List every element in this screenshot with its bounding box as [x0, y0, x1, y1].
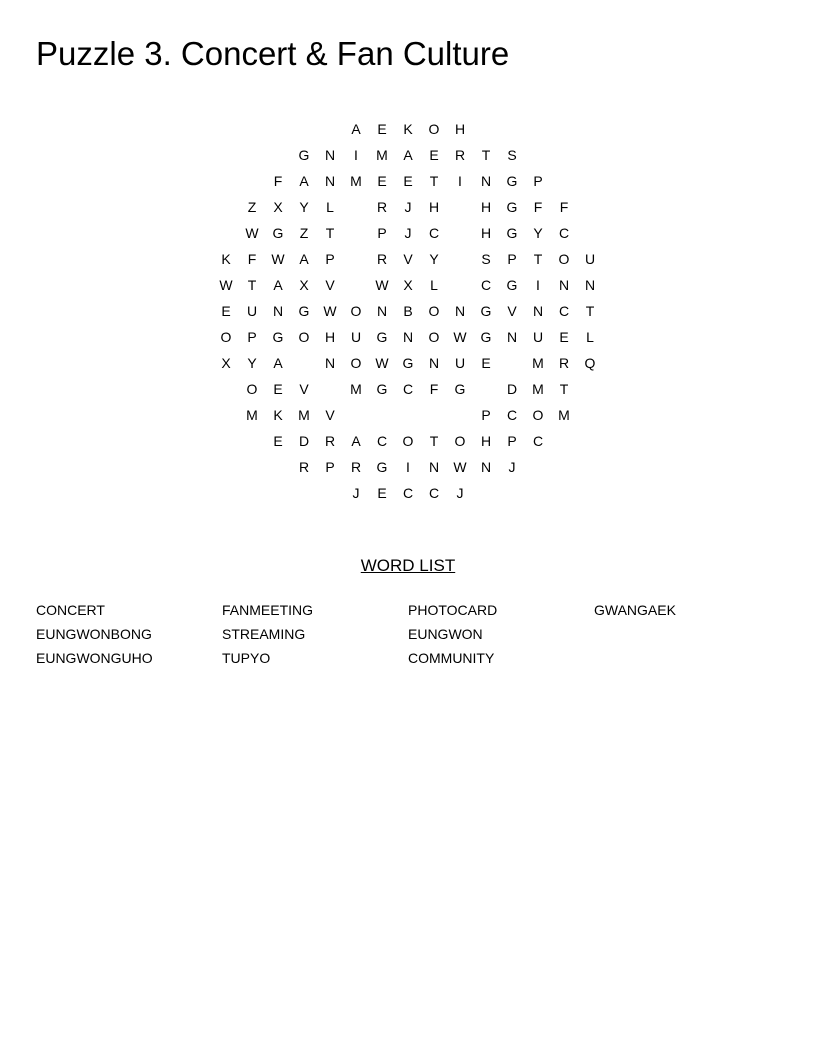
grid-letter: Y — [429, 251, 439, 267]
grid-letter: P — [377, 225, 387, 241]
grid-letter: V — [403, 251, 413, 267]
grid-letter: R — [324, 433, 336, 449]
grid-letter: M — [350, 173, 362, 189]
grid-letter: T — [429, 173, 439, 189]
grid-letter: A — [403, 147, 413, 163]
grid-letter: J — [352, 485, 360, 501]
grid-letter: M — [246, 407, 258, 423]
grid-letter: L — [586, 329, 594, 345]
grid-letter: N — [584, 277, 596, 293]
letter-grid — [213, 116, 603, 506]
grid-letter: O — [246, 381, 258, 397]
grid-letter: R — [558, 355, 570, 371]
grid-letter: V — [299, 381, 309, 397]
word-list-title: WORD LIST — [360, 556, 456, 575]
grid-letter: V — [325, 277, 335, 293]
grid-letter: E — [273, 381, 283, 397]
grid-letter: I — [354, 147, 358, 163]
grid-letter: C — [402, 485, 414, 501]
grid-letter: J — [456, 485, 464, 501]
grid-letter: N — [454, 303, 466, 319]
grid-letter: Y — [247, 355, 257, 371]
grid-letter: P — [507, 251, 517, 267]
grid-letter: X — [403, 277, 413, 293]
grid-letter: H — [480, 225, 492, 241]
word-list-item: FANMEETING — [222, 602, 314, 618]
word-list — [36, 600, 780, 680]
grid-letter: B — [403, 303, 413, 319]
grid-letter: G — [506, 173, 518, 189]
grid-letter: V — [325, 407, 335, 423]
grid-letter: E — [377, 173, 387, 189]
grid-letter: C — [402, 381, 414, 397]
grid-letter: C — [428, 485, 440, 501]
grid-letter: N — [506, 329, 518, 345]
grid-letter: W — [453, 329, 467, 345]
grid-letter: G — [298, 303, 310, 319]
grid-letter: A — [273, 355, 283, 371]
grid-letter: P — [325, 251, 335, 267]
grid-letter: P — [533, 173, 543, 189]
grid-letter: X — [221, 355, 231, 371]
grid-letter: G — [480, 329, 492, 345]
grid-letter: H — [480, 199, 492, 215]
grid-letter: O — [532, 407, 544, 423]
word-list-item: TUPYO — [222, 650, 271, 666]
grid-letter: X — [273, 199, 283, 215]
grid-letter: J — [404, 225, 412, 241]
grid-letter: Z — [299, 225, 309, 241]
grid-letter: R — [376, 199, 388, 215]
grid-letter: D — [506, 381, 518, 397]
grid-letter: M — [532, 381, 544, 397]
grid-letter: O — [428, 303, 440, 319]
grid-letter: N — [480, 459, 492, 475]
grid-letter: C — [558, 303, 570, 319]
grid-letter: G — [506, 225, 518, 241]
grid-letter: N — [428, 459, 440, 475]
grid-letter: U — [532, 329, 544, 345]
grid-letter: F — [533, 199, 543, 215]
grid-row — [213, 246, 603, 272]
grid-letter: C — [480, 277, 492, 293]
word-list-item: STREAMING — [222, 626, 306, 642]
grid-letter: G — [506, 199, 518, 215]
grid-letter: G — [506, 277, 518, 293]
grid-letter: O — [298, 329, 310, 345]
grid-letter: O — [454, 433, 466, 449]
grid-letter: M — [350, 381, 362, 397]
word-list-item: PHOTOCARD — [408, 602, 498, 618]
grid-letter: K — [221, 251, 231, 267]
grid-letter: H — [324, 329, 336, 345]
grid-letter: H — [454, 121, 466, 137]
grid-letter: O — [220, 329, 232, 345]
grid-letter: T — [585, 303, 595, 319]
grid-letter: E — [559, 329, 569, 345]
grid-letter: E — [273, 433, 283, 449]
word-list-item: EUNGWONBONG — [36, 626, 152, 642]
grid-letter: H — [428, 199, 440, 215]
grid-letter: Q — [584, 355, 596, 371]
grid-letter: N — [558, 277, 570, 293]
word-list-item: EUNGWON — [408, 626, 483, 642]
grid-letter: G — [298, 147, 310, 163]
grid-row — [213, 428, 603, 454]
grid-letter: G — [272, 329, 284, 345]
grid-letter: W — [453, 459, 467, 475]
grid-letter: G — [376, 329, 388, 345]
grid-letter: U — [454, 355, 466, 371]
grid-letter: N — [402, 329, 414, 345]
grid-letter: N — [532, 303, 544, 319]
grid-letter: E — [403, 173, 413, 189]
grid-letter: N — [324, 355, 336, 371]
grid-letter: F — [247, 251, 257, 267]
word-list-item: GWANGAEK — [594, 602, 676, 618]
grid-letter: O — [350, 355, 362, 371]
grid-letter: E — [481, 355, 491, 371]
grid-letter: Y — [299, 199, 309, 215]
grid-letter: O — [350, 303, 362, 319]
grid-letter: T — [325, 225, 335, 241]
page-title: Puzzle 3. Concert & Fan Culture — [36, 35, 510, 72]
grid-letter: X — [299, 277, 309, 293]
grid-letter: G — [480, 303, 492, 319]
word-list-item: CONCERT — [36, 602, 105, 618]
grid-letter: L — [430, 277, 438, 293]
grid-row — [213, 402, 603, 428]
grid-letter: F — [429, 381, 439, 397]
grid-letter: T — [481, 147, 491, 163]
grid-letter: C — [428, 225, 440, 241]
grid-row — [213, 324, 603, 350]
grid-letter: P — [507, 433, 517, 449]
grid-letter: P — [325, 459, 335, 475]
grid-letter: E — [429, 147, 439, 163]
grid-letter: I — [536, 277, 540, 293]
grid-row — [213, 220, 603, 246]
grid-row — [213, 480, 603, 506]
grid-letter: W — [375, 277, 389, 293]
grid-letter: R — [454, 147, 466, 163]
word-list-item: EUNGWONGUHO — [36, 650, 153, 666]
grid-letter: N — [324, 147, 336, 163]
grid-letter: I — [406, 459, 410, 475]
grid-letter: A — [299, 251, 309, 267]
grid-row — [213, 272, 603, 298]
grid-letter: U — [350, 329, 362, 345]
grid-letter: T — [559, 381, 569, 397]
grid-letter: Z — [247, 199, 257, 215]
grid-letter: H — [480, 433, 492, 449]
grid-letter: C — [558, 225, 570, 241]
grid-letter: P — [247, 329, 257, 345]
grid-letter: M — [376, 147, 388, 163]
word-list-item: COMMUNITY — [408, 650, 495, 666]
grid-row — [213, 142, 603, 168]
grid-letter: A — [299, 173, 309, 189]
grid-letter: S — [481, 251, 491, 267]
grid-letter: R — [376, 251, 388, 267]
grid-letter: W — [245, 225, 259, 241]
grid-letter: Y — [533, 225, 543, 241]
grid-letter: O — [402, 433, 414, 449]
grid-letter: N — [272, 303, 284, 319]
grid-letter: W — [375, 355, 389, 371]
grid-letter: L — [326, 199, 334, 215]
grid-letter: G — [376, 381, 388, 397]
grid-row — [213, 454, 603, 480]
grid-letter: C — [506, 407, 518, 423]
grid-letter: U — [246, 303, 258, 319]
grid-letter: T — [429, 433, 439, 449]
grid-letter: G — [376, 459, 388, 475]
grid-row — [213, 298, 603, 324]
grid-letter: T — [533, 251, 543, 267]
grid-letter: A — [351, 433, 361, 449]
grid-letter: M — [298, 407, 310, 423]
grid-letter: S — [507, 147, 517, 163]
grid-letter: N — [428, 355, 440, 371]
grid-letter: M — [558, 407, 570, 423]
grid-letter: N — [480, 173, 492, 189]
grid-row — [213, 376, 603, 402]
grid-letter: W — [219, 277, 233, 293]
grid-letter: G — [402, 355, 414, 371]
grid-letter: G — [454, 381, 466, 397]
grid-letter: V — [507, 303, 517, 319]
grid-letter: U — [584, 251, 596, 267]
grid-row — [213, 116, 603, 142]
grid-letter: R — [298, 459, 310, 475]
grid-letter: P — [481, 407, 491, 423]
grid-letter: T — [247, 277, 257, 293]
grid-letter: N — [376, 303, 388, 319]
grid-letter: E — [377, 121, 387, 137]
grid-letter: A — [273, 277, 283, 293]
grid-letter: C — [532, 433, 544, 449]
grid-letter: W — [323, 303, 337, 319]
grid-letter: F — [559, 199, 569, 215]
grid-letter: O — [428, 121, 440, 137]
grid-letter: W — [271, 251, 285, 267]
grid-letter: R — [350, 459, 362, 475]
grid-letter: O — [558, 251, 570, 267]
grid-letter: E — [221, 303, 231, 319]
grid-row — [213, 168, 603, 194]
grid-letter: K — [403, 121, 413, 137]
grid-row — [213, 194, 603, 220]
grid-letter: D — [298, 433, 310, 449]
grid-letter: N — [324, 173, 336, 189]
grid-letter: F — [273, 173, 283, 189]
grid-letter: O — [428, 329, 440, 345]
grid-letter: A — [351, 121, 361, 137]
grid-letter: J — [404, 199, 412, 215]
grid-letter: K — [273, 407, 283, 423]
grid-letter: C — [376, 433, 388, 449]
grid-letter: M — [532, 355, 544, 371]
grid-row — [213, 350, 603, 376]
grid-letter: I — [458, 173, 462, 189]
grid-letter: G — [272, 225, 284, 241]
grid-letter: J — [508, 459, 516, 475]
grid-letter: E — [377, 485, 387, 501]
